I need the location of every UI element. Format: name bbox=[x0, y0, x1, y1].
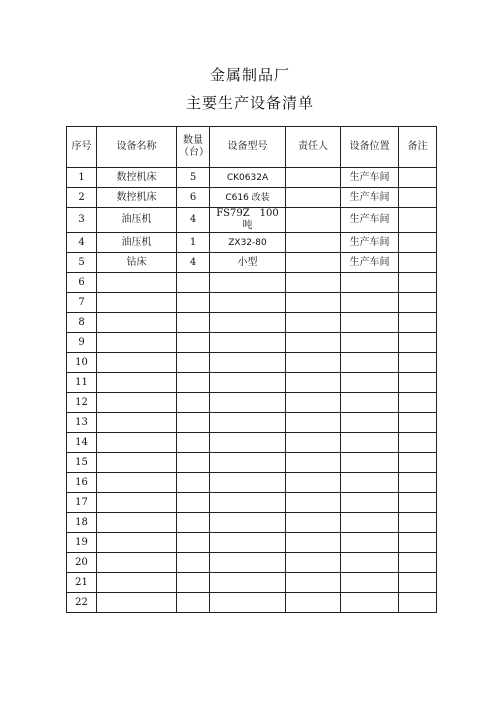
cell-no: 14 bbox=[67, 433, 97, 453]
cell-note bbox=[399, 513, 437, 533]
cell-no: 5 bbox=[67, 253, 97, 273]
cell-owner bbox=[286, 533, 341, 553]
cell-model bbox=[210, 593, 286, 613]
table-row bbox=[67, 333, 437, 353]
cell-name bbox=[97, 333, 177, 353]
cell-note bbox=[399, 333, 437, 353]
cell-owner bbox=[286, 353, 341, 373]
cell-qty bbox=[177, 453, 210, 473]
cell-qty: 4 bbox=[177, 253, 210, 273]
cell-owner bbox=[286, 573, 341, 593]
cell-name bbox=[97, 453, 177, 473]
cell-note bbox=[399, 533, 437, 553]
table-row bbox=[67, 353, 437, 373]
cell-location bbox=[341, 573, 399, 593]
table-row bbox=[67, 373, 437, 393]
cell-model bbox=[210, 353, 286, 373]
table-row bbox=[67, 273, 437, 293]
table-row bbox=[67, 433, 437, 453]
cell-name bbox=[97, 553, 177, 573]
cell-note bbox=[399, 413, 437, 433]
table-row bbox=[67, 533, 437, 553]
cell-note bbox=[399, 168, 437, 188]
table-row bbox=[67, 553, 437, 573]
cell-note bbox=[399, 373, 437, 393]
cell-no: 17 bbox=[67, 493, 97, 513]
cell-no: 18 bbox=[67, 513, 97, 533]
cell-no: 22 bbox=[67, 593, 97, 613]
cell-location: 生产车间 bbox=[341, 168, 399, 188]
cell-qty bbox=[177, 513, 210, 533]
cell-model bbox=[210, 273, 286, 293]
cell-qty bbox=[177, 473, 210, 493]
cell-model: FS79Z 100 吨 bbox=[210, 208, 286, 233]
cell-no: 20 bbox=[67, 553, 97, 573]
cell-owner bbox=[286, 473, 341, 493]
cell-note bbox=[399, 593, 437, 613]
cell-model bbox=[210, 433, 286, 453]
cell-name bbox=[97, 293, 177, 313]
cell-name bbox=[97, 493, 177, 513]
cell-owner bbox=[286, 593, 341, 613]
table-body bbox=[67, 168, 437, 613]
cell-no: 3 bbox=[67, 208, 97, 233]
cell-model bbox=[210, 553, 286, 573]
cell-no: 16 bbox=[67, 473, 97, 493]
cell-name bbox=[97, 353, 177, 373]
cell-qty bbox=[177, 313, 210, 333]
cell-qty bbox=[177, 333, 210, 353]
cell-model bbox=[210, 533, 286, 553]
cell-note bbox=[399, 233, 437, 253]
cell-owner bbox=[286, 293, 341, 313]
header-owner: 责任人 bbox=[286, 127, 341, 168]
cell-owner bbox=[286, 393, 341, 413]
cell-location bbox=[341, 313, 399, 333]
cell-model: ZX32-80 bbox=[210, 233, 286, 253]
cell-location: 生产车间 bbox=[341, 253, 399, 273]
cell-qty bbox=[177, 393, 210, 413]
table-row bbox=[67, 393, 437, 413]
cell-location bbox=[341, 353, 399, 373]
cell-model bbox=[210, 573, 286, 593]
table-row bbox=[67, 413, 437, 433]
cell-name bbox=[97, 593, 177, 613]
cell-owner bbox=[286, 373, 341, 393]
cell-location bbox=[341, 473, 399, 493]
cell-name: 钻床 bbox=[97, 253, 177, 273]
table-row bbox=[67, 493, 437, 513]
table-row bbox=[67, 513, 437, 533]
cell-model: C616 改装 bbox=[210, 188, 286, 208]
cell-qty bbox=[177, 273, 210, 293]
cell-note bbox=[399, 493, 437, 513]
cell-name bbox=[97, 413, 177, 433]
cell-no: 12 bbox=[67, 393, 97, 413]
cell-no: 11 bbox=[67, 373, 97, 393]
header-model: 设备型号 bbox=[210, 127, 286, 168]
document-title: 主要生产设备清单 bbox=[185, 94, 314, 112]
cell-name bbox=[97, 273, 177, 293]
cell-note bbox=[399, 473, 437, 493]
cell-qty: 6 bbox=[177, 188, 210, 208]
cell-qty: 1 bbox=[177, 233, 210, 253]
cell-owner bbox=[286, 233, 341, 253]
cell-owner bbox=[286, 453, 341, 473]
cell-location bbox=[341, 593, 399, 613]
cell-model bbox=[210, 333, 286, 353]
cell-owner bbox=[286, 188, 341, 208]
equipment-table bbox=[66, 126, 437, 613]
cell-model bbox=[210, 413, 286, 433]
cell-note bbox=[399, 313, 437, 333]
cell-owner bbox=[286, 333, 341, 353]
header-note: 备注 bbox=[399, 127, 437, 168]
header-qty: 数量（台） bbox=[177, 127, 210, 168]
cell-no: 19 bbox=[67, 533, 97, 553]
table-row bbox=[67, 293, 437, 313]
cell-name: 数控机床 bbox=[97, 188, 177, 208]
cell-location bbox=[341, 433, 399, 453]
cell-no: 2 bbox=[67, 188, 97, 208]
cell-no: 21 bbox=[67, 573, 97, 593]
cell-owner bbox=[286, 208, 341, 233]
cell-location: 生产车间 bbox=[341, 233, 399, 253]
cell-name bbox=[97, 313, 177, 333]
cell-name bbox=[97, 513, 177, 533]
cell-location bbox=[341, 453, 399, 473]
cell-model bbox=[210, 513, 286, 533]
cell-qty bbox=[177, 353, 210, 373]
cell-no: 15 bbox=[67, 453, 97, 473]
cell-owner bbox=[286, 168, 341, 188]
cell-location bbox=[341, 373, 399, 393]
cell-owner bbox=[286, 253, 341, 273]
cell-qty: 5 bbox=[177, 168, 210, 188]
cell-model: 小型 bbox=[210, 253, 286, 273]
table-row bbox=[67, 253, 437, 273]
cell-note bbox=[399, 273, 437, 293]
cell-model bbox=[210, 473, 286, 493]
cell-note bbox=[399, 553, 437, 573]
cell-qty bbox=[177, 293, 210, 313]
cell-model bbox=[210, 393, 286, 413]
cell-location bbox=[341, 333, 399, 353]
cell-location bbox=[341, 553, 399, 573]
cell-model bbox=[210, 313, 286, 333]
cell-location: 生产车间 bbox=[341, 208, 399, 233]
cell-name bbox=[97, 533, 177, 553]
cell-name: 油压机 bbox=[97, 208, 177, 233]
cell-location bbox=[341, 293, 399, 313]
table-row bbox=[67, 473, 437, 493]
header-name: 设备名称 bbox=[97, 127, 177, 168]
cell-note bbox=[399, 393, 437, 413]
cell-model bbox=[210, 493, 286, 513]
cell-location bbox=[341, 513, 399, 533]
cell-model bbox=[210, 373, 286, 393]
cell-qty bbox=[177, 553, 210, 573]
cell-name bbox=[97, 433, 177, 453]
cell-name bbox=[97, 573, 177, 593]
cell-owner bbox=[286, 553, 341, 573]
cell-name bbox=[97, 373, 177, 393]
table-row bbox=[67, 233, 437, 253]
cell-no: 10 bbox=[67, 353, 97, 373]
table-row bbox=[67, 208, 437, 233]
cell-no: 1 bbox=[67, 168, 97, 188]
table-row bbox=[67, 453, 437, 473]
cell-qty: 4 bbox=[177, 208, 210, 233]
cell-owner bbox=[286, 313, 341, 333]
cell-note bbox=[399, 188, 437, 208]
cell-model: CK0632A bbox=[210, 168, 286, 188]
cell-no: 9 bbox=[67, 333, 97, 353]
cell-name bbox=[97, 473, 177, 493]
cell-name: 油压机 bbox=[97, 233, 177, 253]
cell-model bbox=[210, 293, 286, 313]
cell-owner bbox=[286, 273, 341, 293]
cell-model bbox=[210, 453, 286, 473]
cell-qty bbox=[177, 493, 210, 513]
cell-no: 13 bbox=[67, 413, 97, 433]
cell-note bbox=[399, 293, 437, 313]
cell-location bbox=[341, 493, 399, 513]
cell-location bbox=[341, 413, 399, 433]
cell-location bbox=[341, 393, 399, 413]
cell-no: 4 bbox=[67, 233, 97, 253]
cell-owner bbox=[286, 493, 341, 513]
cell-note bbox=[399, 433, 437, 453]
table-row bbox=[67, 593, 437, 613]
cell-location bbox=[341, 273, 399, 293]
cell-note bbox=[399, 208, 437, 233]
cell-qty bbox=[177, 573, 210, 593]
header-no: 序号 bbox=[67, 127, 97, 168]
cell-location bbox=[341, 533, 399, 553]
cell-qty bbox=[177, 533, 210, 553]
cell-owner bbox=[286, 413, 341, 433]
cell-owner bbox=[286, 513, 341, 533]
table-header-row bbox=[67, 127, 437, 168]
cell-note bbox=[399, 573, 437, 593]
cell-no: 7 bbox=[67, 293, 97, 313]
company-name: 金属制品厂 bbox=[209, 66, 290, 84]
cell-owner bbox=[286, 433, 341, 453]
cell-qty bbox=[177, 373, 210, 393]
cell-location: 生产车间 bbox=[341, 188, 399, 208]
cell-qty bbox=[177, 413, 210, 433]
cell-no: 6 bbox=[67, 273, 97, 293]
cell-note bbox=[399, 253, 437, 273]
table-row bbox=[67, 573, 437, 593]
cell-qty bbox=[177, 593, 210, 613]
cell-note bbox=[399, 453, 437, 473]
cell-name: 数控机床 bbox=[97, 168, 177, 188]
header-location: 设备位置 bbox=[341, 127, 399, 168]
table-row bbox=[67, 313, 437, 333]
table-row bbox=[67, 188, 437, 208]
cell-note bbox=[399, 353, 437, 373]
cell-name bbox=[97, 393, 177, 413]
cell-no: 8 bbox=[67, 313, 97, 333]
cell-qty bbox=[177, 433, 210, 453]
table-row bbox=[67, 168, 437, 188]
